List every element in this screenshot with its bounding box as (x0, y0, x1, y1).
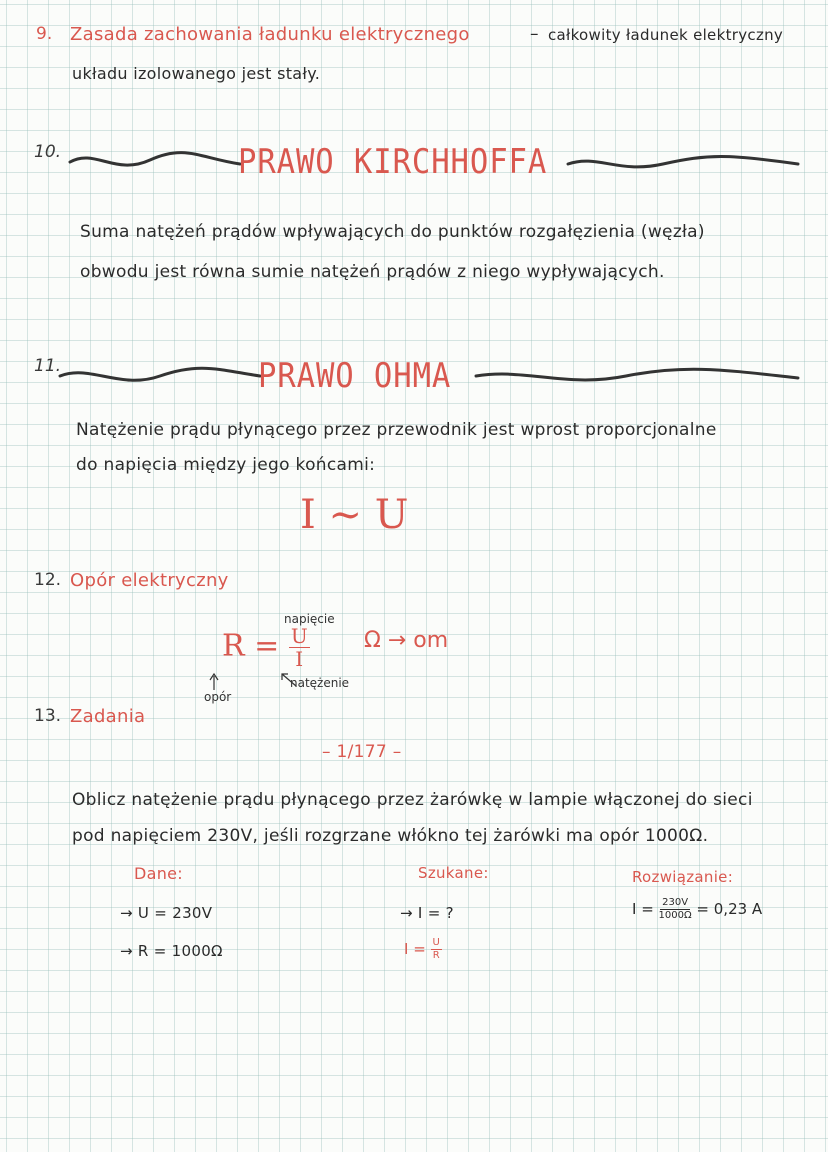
sought-fraction-numerator: U (432, 937, 440, 948)
ohm-proportionality-formula: I ∼ U (300, 492, 409, 538)
ohm-title: PRAWO OHMA (258, 356, 452, 396)
fraction-numerator: U (290, 624, 308, 648)
label-numerator: napięcie (284, 612, 335, 626)
section-9-term: Zasada zachowania ładunku elektrycznego (70, 24, 470, 45)
sought-fraction-denominator: R (432, 950, 440, 961)
solution-header: Rozwiązanie: (632, 868, 734, 886)
label-denominator: natężenie (290, 676, 350, 690)
resistance-formula (222, 626, 310, 669)
wave-divider-left (60, 364, 260, 388)
annotation-arrows (200, 668, 310, 692)
fraction-denominator: I (295, 647, 304, 671)
label-resistance: opór (204, 690, 232, 704)
wave-divider-left (70, 150, 240, 174)
section-9-definition-line1: całkowity ładunek elektryczny (548, 26, 784, 44)
kirchhoff-title: PRAWO KIRCHHOFFA (238, 142, 548, 182)
sought-header: Szukane: (418, 864, 489, 882)
resistance-fraction (289, 626, 310, 669)
section-9-definition-line2: układu izolowanego jest stały. (72, 64, 321, 83)
kirchhoff-text-line1: Suma natężeń prądów wpływających do punktów rozgałęzienia (węzła) (80, 222, 705, 242)
task-text-line2: pod napięciem 230V, jeśli rozgrzane włókno tej żarówki ma opór 1000Ω. (72, 826, 709, 846)
section-9-dash: – (530, 24, 539, 44)
ohm-unit: Ω → om (364, 628, 449, 653)
given-header: Dane: (134, 864, 183, 883)
kirchhoff-text-line2: obwodu jest równa sumie natężeń prądów z niego wypływających. (80, 262, 665, 282)
ohm-text-line1: Natężenie prądu płynącego przez przewodnik jest wprost proporcjonalne (76, 420, 717, 440)
ohm-text-line2: do napięcia między jego końcami: (76, 455, 376, 475)
section-13-title: Zadania (70, 706, 146, 727)
solution-result: = 0,23 A (696, 900, 763, 918)
given-voltage: → U = 230V (120, 904, 213, 922)
sought-value: → I = ? (400, 904, 454, 922)
solution-fraction (659, 898, 692, 921)
section-11-number: 11. (34, 356, 62, 376)
section-12-title: Opór elektryczny (70, 570, 229, 591)
section-10-number: 10. (34, 142, 62, 162)
task-text-line1: Oblicz natężenie prądu płynącego przez żarówkę w lampie włączonej do sieci (72, 790, 753, 810)
solution-numerator: 230V (662, 897, 689, 908)
resistance-formula-left: R = (222, 628, 280, 664)
wave-divider-right (568, 152, 798, 176)
sought-formula (404, 938, 442, 961)
given-resistance: → R = 1000Ω (120, 942, 223, 960)
section-9-number: 9. (36, 24, 53, 44)
solution-denominator: 1000Ω (658, 910, 692, 921)
solution-formula (632, 898, 762, 921)
section-13-number: 13. (34, 706, 62, 726)
task-id: – 1/177 – (322, 742, 402, 762)
sought-fraction (431, 938, 442, 961)
solution-left: I = (632, 900, 654, 918)
sought-formula-left: I = (404, 940, 426, 958)
section-12-number: 12. (34, 570, 62, 590)
wave-divider-right (476, 366, 798, 390)
